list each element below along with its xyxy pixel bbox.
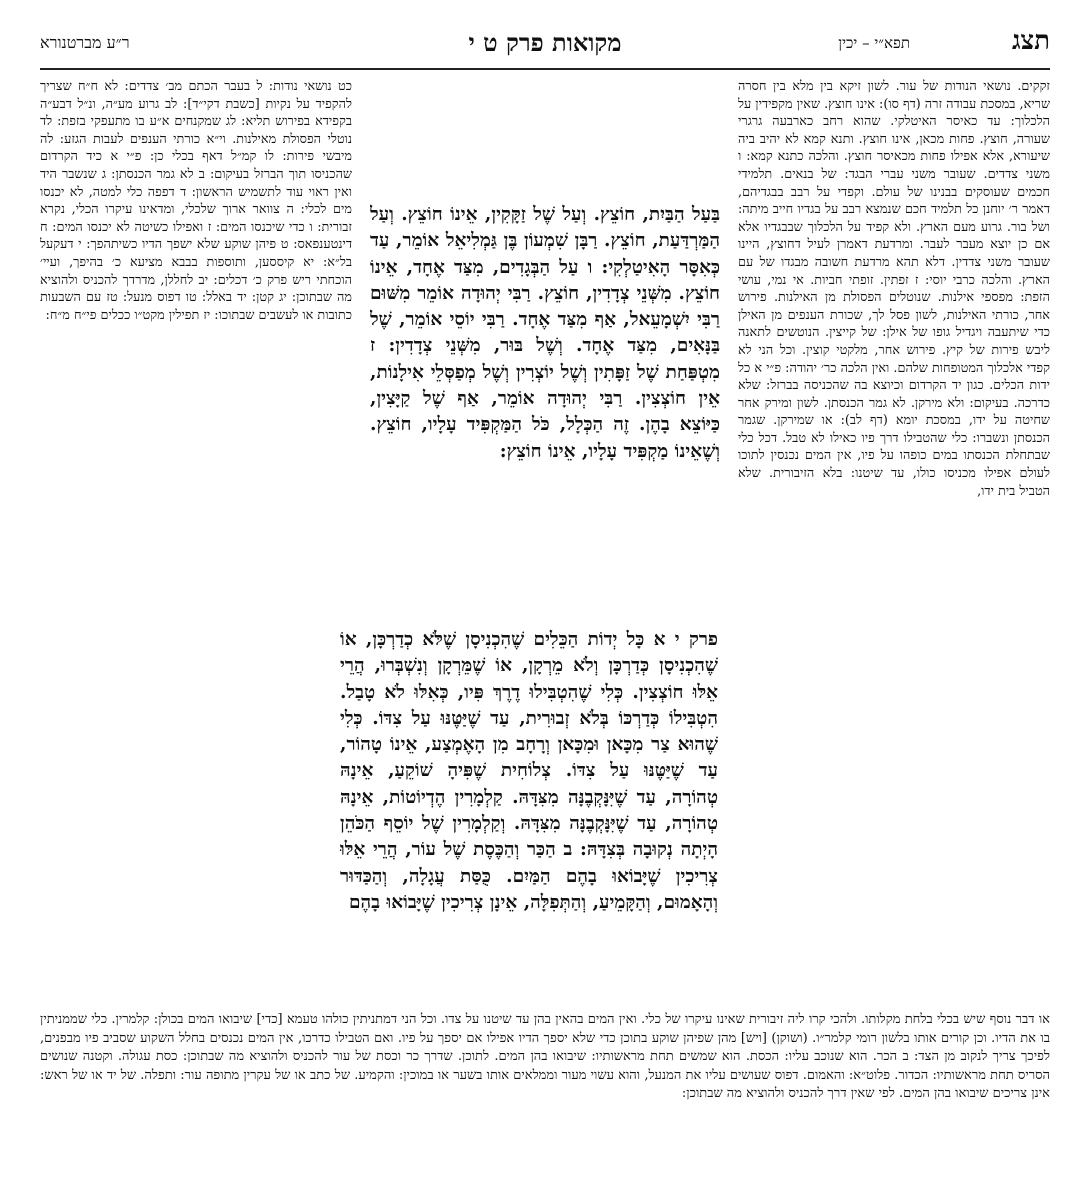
bartenura-commentary-column [738,78,1050,638]
bottom-commentary-text: או דבר נוסף שיש בכלי בלחת מקלותו. ולהכי קרו ליה זיבורית שאינו עיקרו של כלי. ואין המים בהאין בהן עד שיטנו על צדו. וכל הני דמתניתין כולהו טעמא [כדי] שיבואו המים בכולן: קלמרין. כלי שממניתין בו את הדיו. וכן קורים אותו בלשון רומי קלמר״ו. (ושוקן) [ויש] מהן שפיהן שוקע בתוכן כדי שלא יספך הדיו אפילו אם יספך על פיו. ואם הטבילו כדרכו, אין המים נכנסים בחלל השקוע שסביב פיו מבפנים, לפיכך צריך לנקוב מן הצד: ב הכר. הוא שנוכב עליו: הכסת. הוא שמשים תחת מראשותיו: שיבואו בהן המים. לתוכן. שדרך כר וכסת של עור להכניס ולהוציא מה שבתוכן: כסת עגולה. וקטנה שנושים הסריס תחת מראשותיו: הכדור. פלוט״א: והאמום. דפוס שעושים עליו את המנעל, והוא עשוי מעור וממלאים אותו בשער או במוכין: והקמיע. של כתב או של עקרין מתופה עור: ותפלה. של יד או של ראש: אינן צריכים שיבואו בהן המים. לפי שאין דרך להכניס ולהוציא מה שבתוכן: [40,1012,1050,1101]
running-title: מקואות פרק ט י [468,28,622,57]
page-number: תצג [1011,26,1050,56]
page-header [40,24,1050,68]
running-years: תפא״י – יכין [838,34,910,52]
mishna-chapter-10-text: פרק י א כָּל יְדוֹת הַכֵּלִים שֶׁהִכְנִיסָן שֶׁלֹּא כְדַרְכָּן, אוֹ שֶׁהִכְנִיסָן כְּדַרְכָּן וְלֹא מֵרְקָן, אוֹ שֶׁמֵּרְקָן וְנִשְׁבְּרוּ, הֲרֵי אֵלּוּ חוֹצְצִין. כְּלִי שֶׁהִטְבִּילוּ דֶרֶךְ פִּיו, כְּאִלּוּ לֹא טָבַל. הִטְבִּילוֹ כְּדַרְכּוֹ בְּלֹא זְבוּרִית, עַד שֶׁיַּטֶּנּוּ עַל צִדּוֹ. כְּלִי שֶׁהוּא צַר מִכָּאן וּמִכָּאן וְרָחָב מִן הָאֶמְצַע, אֵינוֹ טָהוֹר, עַד שֶׁיַּטֶּנּוּ עַל צִדּוֹ. צְלוֹחִית שֶׁפִּיהָ שׁוֹקֵעַ, אֵינָהּ טְהוֹרָה, עַד שֶׁיִּנָּקְבֶנָּה מִצִּדָּהּ. קַלְמָרִין הֶדְיוֹטוֹת, אֵינָהּ טְהוֹרָה, עַד שֶׁיִּנָּקְבֶנָּה מִצִּדָּהּ. וְקַלְמָרִין שֶׁל יוֹסֵף הַכֹּהֵן הָיְתָה נְקוּבָה בְּצִדָּהּ: ב הַכַּר וְהַכֶּסֶת שֶׁל עוֹר, הֲרֵי אֵלּוּ צְרִיכִין שֶׁיָּבוֹאוּ בָהֶם הַמַּיִם. כֻּסַּת עֲגָלָה, וְהַכַּדּוּר וְהָאָמוּם, וְהַקָּמֵיעַ, וְהַתְּפִלָּה, אֵינָן צְרִיכִין שֶׁיָּבוֹאוּ בָהֶם [340,629,718,913]
running-commentator: ר״ע מברטנורא [40,33,130,52]
tiferet-yisrael-text: כט נושאי נודות: ל בעבר הכתם מב׳ צדדים: לא ח״ח שצריך להקפיד על נקיות [כשבת דקי״ד]: לב גרוע מע״ה, ונ״ל דבע״ה בקפידא בפירוש תליא: לג שמקנחים א״ע בו מתעפקי בזפת: לד נוטלי הפסולת מאילנות. וי״א כורתי הענפים לעבות הגזע: לה מיבשי פירות: לו קמ״ל דאף בכלי כן: פ״י א כיד הקרדום שהכניסו תוך הברזל בעיקום: ב לא גמר הכנסתן: ג שנשבר היד ואין ראוי עוד לתשמיש הראשון: ד דפפה כלי למטה, לא יכנסו מים לכלי: ה צוואר ארוך שלכלי, ומדאינו עיקרו הכלי, נקרא זבורית: ו כדי שיכנסו המים: ז ואפילו כשיטה לא יכנסו המים: ח דינטענפאס: ט פיהן שוקע שלא ישפך הדיו כשיתהפך: י דעקעל בל״א: יא קיססען, ותוספות בבבא מציעא כ׳ בהיפך, ועיי׳ הוכחתי ריש פרק כ׳ דכלים: יב לחללן, מדרדך להכניס ולהוציא מה שבתוכן: יג קטן: יד באלל: טו דפוס מנעל: טז עם השבעות כתובות או לעשבים שבתוכו: יז תפילין מקט״ו ככלים פי״ח מ״ח: [40,79,352,323]
tiferet-yisrael-column [40,78,352,664]
header-rule [40,68,1050,70]
mishna-center-column [370,202,720,598]
bartenura-commentary-text: זקקים. נושאי הנודות של עור. לשון זיקא בין מלא בין חסרה שריא, במסכת עבודה זרה (דף סו): אינו חוצץ. שאין מקפידין על הלכלוך: עד כאיסר האיטלקי. שהוא רחב כארבעה גרגרי שעורה, חוצץ. פחות מכאן, אינו חוצץ. ותנא קמא לא יהיב ביה שיעורא, אלא אפילו פחות מכאיסר חוצץ. והלכה כתנא קמא: ו משני צדדים. שעובר משני עברי הבגד: של בנאים. תלמידי חכמים שעוסקים בבנינו של עולם. וקפדי על רבב בבגדיהם, דאמר ר׳ יוחנן כל תלמיד חכם שנמצא רבב על בגדיו חייב מיתה: ושל בור. גרוע מעם הארץ. ולא קפיד על הלכלוך שבבגדיו אלא אם כן יוצא מעבר לעבר. ומרדעת דאמרן לעיל דחוצץ, היינו שעובר משני צדדין. דלא תהא מרדעת חשובה מבגדו של עם הארץ. והלכה כרבי יוסי: ז זפתין. זופתי חביות. אי נמי, עושי הזפת: מפספי אילנות. שנוטלים הפסולת מן האילנות. פירוש אחר, כורתי האילנות, לשון פסל לך, שכורת הענפים מן האילן כדי שיתעבה ויגדיל גופו של אילן: של קייצין. הנוטשים לתאנה ליבש פירות של קיץ. פירוש אחר, מלקטי קוצין. וכל הני לא קפדי אלכלוך המטופחות שלהם. ואין הלכה כר׳ יהודה: פ״י א כל ידות הכלים. כגון יד הקרדום וכיוצא בה שהכניסה בברזל: שלא כדרכה. בעיקום: ולא מירקן. לא גמר הכנסתן. לשון ומירק אחר שחיטה על ידו, במסכת יומא (דף לב): או שמירקן. שגמר הכנסתן ונשברו: כלי שהטבילו דרך פיו כאילו לא טבל. דכל כלי שבתחלת הכנסתו במים כופהו על פיו, אין המים נכנסין לתוכו לעולם אפילו מכניסו כולו, עד שיטנו: בלא הזיבורית. שלא הטביל בית ידו, [738,79,1050,499]
mishna-center-text: בַּעַל הַבַּיִת, חוֹצֵץ. וְעַל שֶׁל זַקָּקִין, אֵינוֹ חוֹצֵץ. וְעַל הַמַּרְדַּעַת, חוֹצֵץ. רַבָּן שִׁמְעוֹן בֶּן גַּמְלִיאֵל אוֹמֵר, עַד כְּאִסָּר הָאִיטַלְקִי: ו עַל הַבְּגָדִים, מִצַּד אֶחָד, אֵינוֹ חוֹצֵץ. מִשְּׁנֵי צְדָדִין, חוֹצֵץ. רַבִּי יְהוּדָה אוֹמֵר מִשּׁוּם רַבִּי יִשְׁמָעֵאל, אַף מִצַּד אֶחָד. רַבִּי יוֹסֵי אוֹמֵר, שֶׁל בַּנָּאִים, מִצַּד אֶחָד. וְשֶׁל בּוּר, מִשְּׁנֵי צְדָדִין: ז מִטְפַּחַת שֶׁל זַפָּתִין וְשֶׁל יוֹצְרִין וְשֶׁל מְפַסְּלֵי אִילָנוֹת, אֵין חוֹצְצִין. רַבִּי יְהוּדָה אוֹמֵר, אַף שֶׁל קַיָּצִין, כַּיּוֹצֵא בָהֶן. זֶה הַכְּלָל, כֹּל הַמַּקְפִּיד עָלָיו, חוֹצֵץ. וְשֶׁאֵינוֹ מַקְפִּיד עָלָיו, אֵינוֹ חוֹצֵץ: [370,204,720,462]
page [40,24,1050,1174]
mishna-chapter-10 [340,627,718,1007]
bottom-commentary [40,1011,1050,1171]
